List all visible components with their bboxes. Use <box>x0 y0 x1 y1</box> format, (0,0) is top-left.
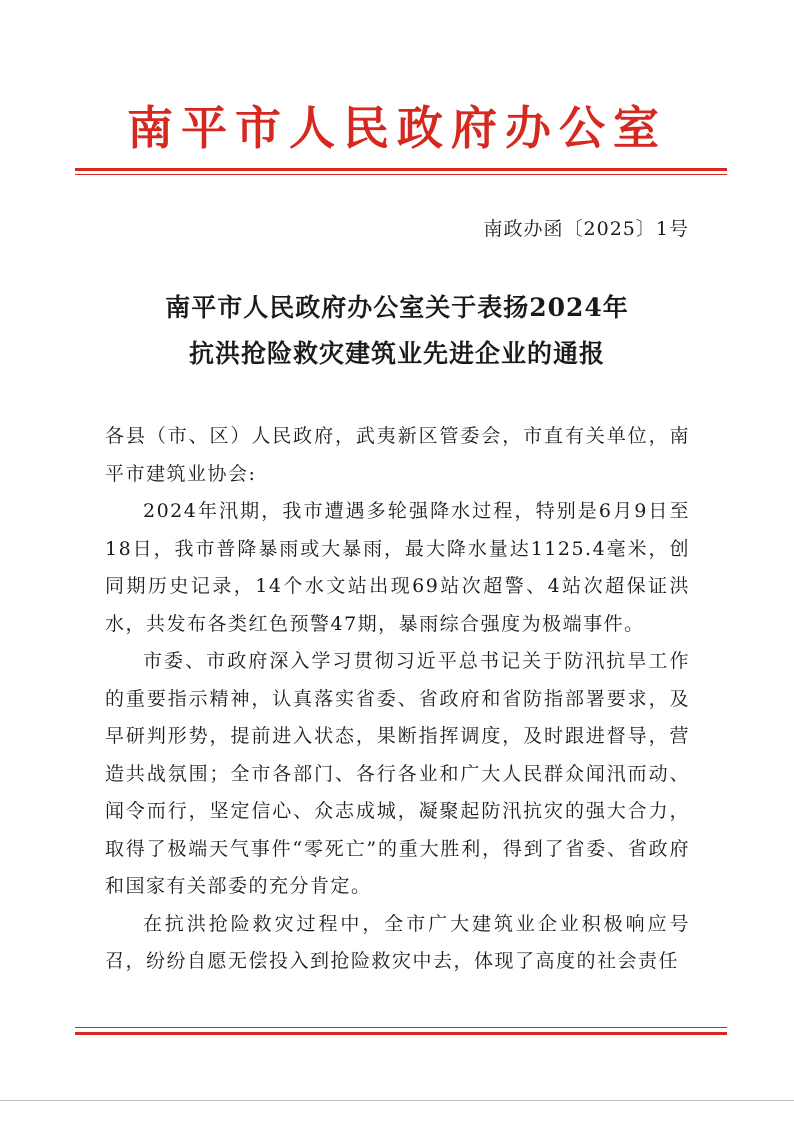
body-paragraph-2: 市委、市政府深入学习贯彻习近平总书记关于防汛抗旱工作的重要指示精神，认真落实省委、省政府和省防指部署要求，及早研判形势，提前进入状态，果断指挥调度，及时跟进督导，营造共战氛围；全市各部门、各行各业和广大人民群众闻汛而动、闻令而行，坚定信心、众志成城，凝聚起防汛抗灾的强大合力，取得了极端天气事件“零死亡”的重大胜利，得到了省委、省政府和国家有关部委的充分肯定。 <box>105 650 690 897</box>
document-title-line-2: 抗洪抢险救灾建筑业先进企业的通报 <box>188 339 605 368</box>
header-red-rule-thin <box>75 174 727 175</box>
document-title <box>0 285 794 377</box>
document-title-line-1: 南平市人民政府办公室关于表扬2024年 <box>165 293 629 322</box>
body-paragraph-3: 在抗洪抢险救灾过程中，全市广大建筑业企业积极响应号召，纷纷自愿无偿投入到抢险救灾中去，体现了高度的社会责任 <box>105 912 690 972</box>
scan-edge-line <box>0 1100 794 1101</box>
body-paragraph-1: 2024年汛期，我市遭遇多轮强降水过程，特别是6月9日至18日，我市普降暴雨或大暴雨，最大降水量达1125.4毫米，创同期历史记录，14个水文站出现69站次超警、4站次超保证洪水，共发布各类红色预警47期，暴雨综合强度为极端事件。 <box>105 500 690 635</box>
salutation: 各县（市、区）人民政府，武夷新区管委会，市直有关单位，南平市建筑业协会: <box>105 425 690 485</box>
header-red-rule-thick <box>75 168 727 171</box>
document-number: 南政办函〔2025〕1号 <box>483 218 689 240</box>
footer-red-rule-thin <box>75 1027 727 1028</box>
footer-red-rule-thick <box>75 1032 727 1035</box>
org-header-title: 南平市人民政府办公室 <box>127 101 667 155</box>
document-body <box>105 418 690 981</box>
